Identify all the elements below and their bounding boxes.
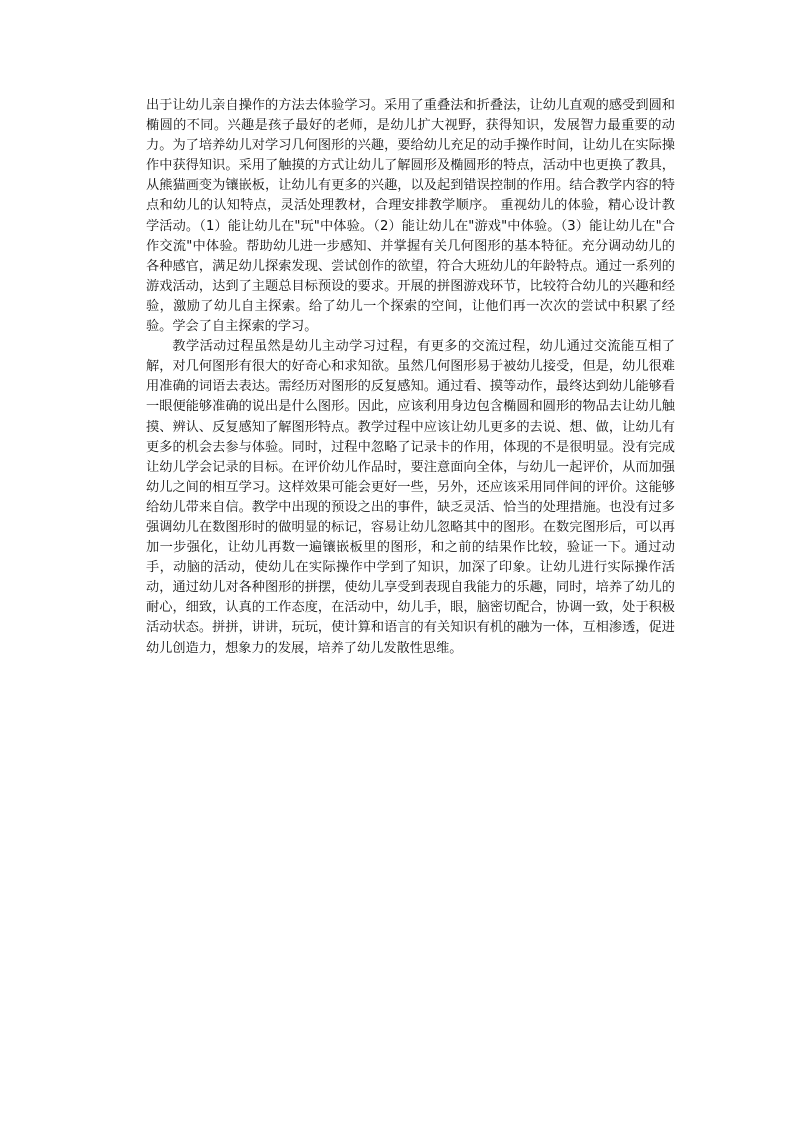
body-paragraph-1: 出于让幼儿亲自操作的方法去体验学习。采用了重叠法和折叠法，让幼儿直观的感受到圆和椭圆的不同。兴趣是孩子最好的老师，是幼儿扩大视野，获得知识，发展智力最重要的动力。为了培养幼儿对学习几何图形的兴趣，要给幼儿充足的动手操作时间，让幼儿在实际操作中获得知识。采用了触摸的方式让幼儿了解圆形及椭圆形的特点，活动中也更换了教具，从熊猫画变为镶嵌板，让幼儿有更多的兴趣，以及起到错误控制的作用。结合教学内容的特点和幼儿的认知特点，灵活处理教材，合理安排教学顺序。 重视幼儿的体验，精心设计教学活动。（1）能让幼儿在"玩"中体验。（2）能让幼儿在"游戏"中体验。（3）能让幼儿在"合作交流"中体验。帮助幼儿进一步感知、并掌握有关几何图形的基本特征。充分调动幼儿的各种感官，满足幼儿探索发现、尝试创作的欲望，符合大班幼儿的年龄特点。通过一系列的游戏活动，达到了主题总目标预设的要求。开展的拼图游戏环节，比较符合幼儿的兴趣和经验，激励了幼儿自主探索。给了幼儿一个探索的空间，让他们再一次次的尝试中积累了经验。学会了自主探索的学习。: [146, 98, 675, 335]
body-paragraph-2: 教学活动过程虽然是幼儿主动学习过程，有更多的交流过程，幼儿通过交流能互相了解，对几何图形有很大的好奇心和求知欲。虽然几何图形易于被幼儿接受，但是，幼儿很难用准确的词语去表达。需经历对图形的反复感知。通过看、摸等动作，最终达到幼儿能够看一眼便能够准确的说出是什么图形。因此，应该利用身边包含椭圆和圆形的物品去让幼儿触摸、辨认、反复感知了解图形特点。教学过程中应该让幼儿更多的去说、想、做，让幼儿有更多的机会去参与体验。同时，过程中忽略了记录卡的作用，体现的不是很明显。没有完成让幼儿学会记录的目标。在评价幼儿作品时，要注意面向全体，与幼儿一起评价，从而加强幼儿之间的相互学习。这样效果可能会更好一些，另外，还应该采用同伴间的评价。这能够给幼儿带来自信。教学中出现的预设之出的事件，缺乏灵活、恰当的处理措施。也没有过多强调幼儿在数图形时的做明显的标记，容易让幼儿忽略其中的图形。在数完图形后，可以再加一步强化，让幼儿再数一遍镶嵌板里的图形，和之前的结果作比较，验证一下。通过动手，动脑的活动，使幼儿在实际操作中学到了知识，加深了印象。让幼儿进行实际操作活动，通过幼儿对各种图形的拼摆，使幼儿享受到表现自我能力的乐趣，同时，培养了幼儿的耐心，细致，认真的工作态度，在活动中，幼儿手，眼，脑密切配合，协调一致，处于积极活动状态。拼拼，讲讲，玩玩，使计算和语言的有关知识有机的融为一体，互相渗透，促进幼儿创造力，想象力的发展，培养了幼儿发散性思维。: [146, 339, 675, 656]
document-page: [146, 96, 675, 659]
